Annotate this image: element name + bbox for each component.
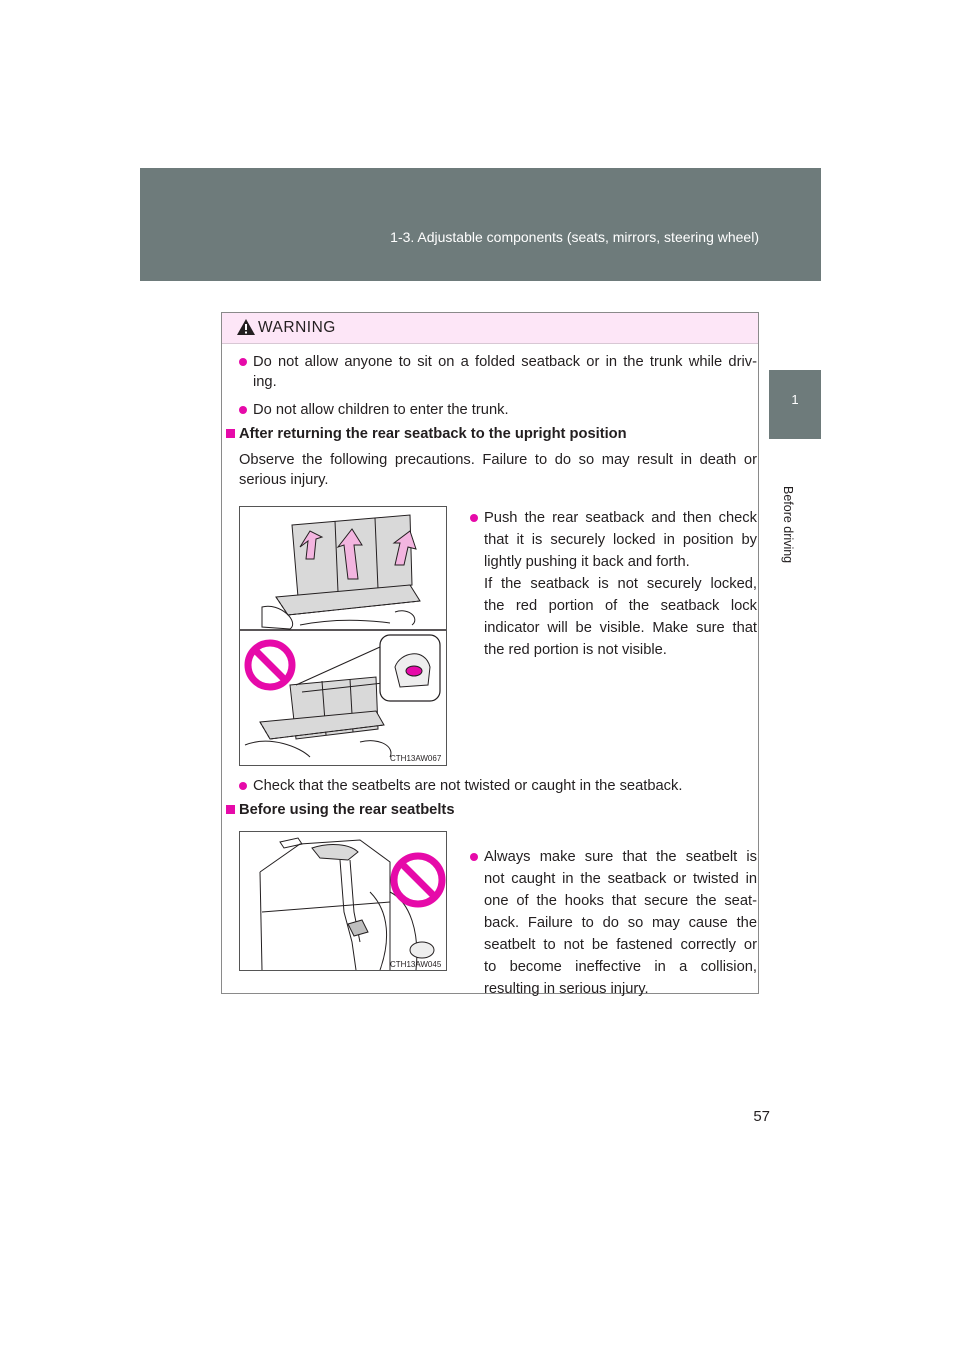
section-1-bullet-line-1: Push the rear seatback and then check (484, 510, 757, 526)
section-marker-icon (226, 429, 235, 438)
warning-bullet-1-line-1: Do not allow anyone to sit on a folded seatback or in the trunk while driv- (253, 354, 757, 370)
warning-title: WARNING (258, 319, 336, 336)
section-2-bullet-line-4: back. Failure to do so may cause the (484, 915, 757, 931)
section-marker-icon (226, 805, 235, 814)
section-1-bullet-2: Check that the seatbelts are not twisted or caught in the seatback. (253, 778, 683, 794)
figure-code: CTH13AW067 (390, 754, 442, 763)
bullet-icon (239, 406, 247, 414)
section-1-bullet-line-2: that it is securely locked in position by (484, 532, 757, 548)
section-1-bullet-line-6: indicator will be visible. Make sure that (484, 620, 757, 636)
warning-icon (236, 318, 256, 336)
warning-box (221, 312, 759, 997)
warning-bullet-1-line-2: ing. (253, 374, 277, 390)
section-1-bullet-line-5: the red portion of the seatback lock (484, 598, 757, 614)
warning-bullet-2: Do not allow children to enter the trunk. (253, 402, 509, 418)
page-number: 57 (753, 1108, 770, 1125)
section-2-bullet-line-6: to become ineffective in a collision, (484, 959, 757, 975)
section-1-heading: After returning the rear seatback to the upright position (239, 426, 627, 442)
section-2-bullet-line-2: not caught in the seatback or twisted in (484, 871, 757, 887)
section-1-intro-line-2: serious injury. (239, 472, 329, 488)
figure-code: CTH13AW045 (390, 960, 442, 969)
seatback-illustration (240, 507, 446, 765)
bullet-icon (239, 782, 247, 790)
section-2-bullet-line-3: one of the hooks that secure the seat- (484, 893, 757, 909)
bullet-icon (470, 514, 478, 522)
seatback-lock-figure (239, 506, 447, 766)
seatbelt-figure (239, 831, 447, 971)
warning-header (222, 313, 758, 344)
bullet-icon (470, 853, 478, 861)
section-title: 1-3. Adjustable components (seats, mirrors, steering wheel) (390, 229, 759, 245)
seatbelt-illustration (240, 832, 446, 970)
section-2-heading: Before using the rear seatbelts (239, 802, 455, 818)
chapter-label: Before driving (781, 486, 795, 564)
chapter-tab (769, 370, 821, 439)
section-1-bullet-line-3: lightly pushing it back and forth. (484, 554, 690, 570)
chapter-number: 1 (791, 392, 799, 407)
section-1-bullet-line-7: the red portion is not visible. (484, 642, 667, 658)
bullet-icon (239, 358, 247, 366)
section-1-bullet-line-4: If the seatback is not securely locked, (484, 576, 757, 592)
section-2-bullet-line-7: resulting in serious injury. (484, 981, 649, 997)
header-band (140, 168, 821, 281)
section-2-bullet-line-5: seatbelt to not be fastened correctly or (484, 937, 757, 953)
section-1-intro-line-1: Observe the following precautions. Failure to do so may result in death or (239, 452, 757, 468)
section-2-bullet-line-1: Always make sure that the seatbelt is (484, 849, 757, 865)
